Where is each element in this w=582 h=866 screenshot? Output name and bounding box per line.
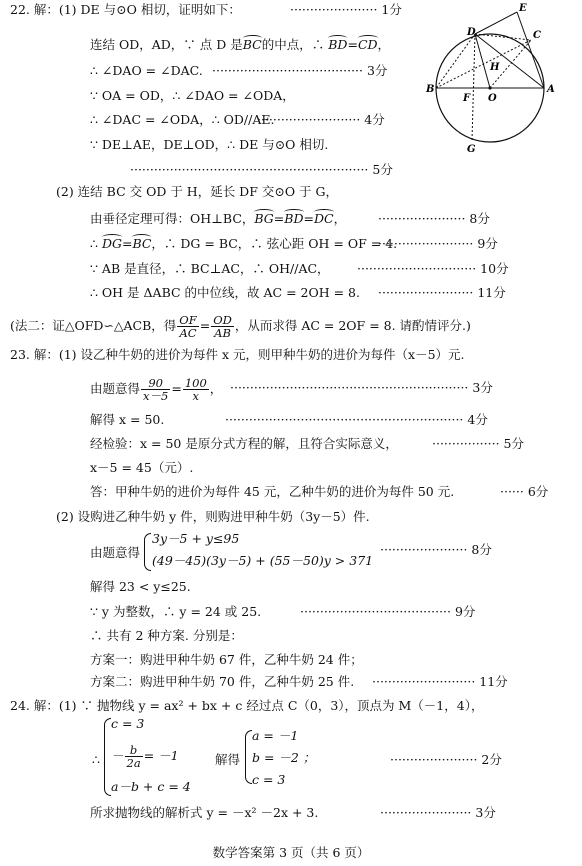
q23-line3: 解得 x = 50. — [90, 412, 165, 427]
q23-line7: (2) 设购进乙种牛奶 y 件，则购进甲种牛奶（3y－5）件. — [56, 509, 370, 524]
q22-line1: 22. 解：(1) DE 与⊙O 相切，证明如下： — [10, 2, 241, 17]
q23-score11: ·························· 11分 — [372, 674, 508, 689]
q22-line5: ∴ ∠DAC = ∠ODA，∴ OD//AE. — [90, 112, 275, 127]
q22-line3: ∴ ∠DAO = ∠DAC. — [90, 63, 203, 78]
q24-sys2: － $\frac{b}{2a}$ = －1 — [111, 743, 179, 770]
q24-sol3: c = 3 — [252, 772, 286, 787]
q24-therefore: ∴ — [92, 752, 100, 767]
q24-sys3: a－b + c = 4 — [111, 779, 191, 794]
q23-score3: ···························································· 3分 — [230, 380, 493, 395]
q23-line9: 解得 23 < y≤25. — [90, 579, 191, 594]
circle-geometry-figure — [425, 0, 582, 160]
q23-line11: ∴ 共有 2 种方案. 分别是： — [90, 628, 243, 643]
label-E: E — [519, 3, 527, 14]
label-B: B — [426, 84, 435, 95]
q23-line5: x－5 = 45（元）. — [90, 460, 194, 475]
q22-line12: ∴ OH 是 ΔABC 的中位线，故 AC = 2OH = 8. — [90, 285, 360, 300]
q22-score9: ······················ 8分 — [378, 211, 490, 226]
q23-line12: 方案一：购进甲种牛奶 67 件，乙种牛奶 24 件； — [90, 652, 363, 667]
q23-line4: 经检验：x = 50 是原分式方程的解，且符合实际意义， — [90, 436, 398, 451]
q23-score4: ···························································· 4分 — [225, 412, 488, 427]
q24-solve-label: 解得 — [215, 752, 241, 767]
q24-line5: 所求抛物线的解析式 y = －x² －2x + 3. — [90, 805, 319, 820]
q24-sys1: c = 3 — [111, 716, 145, 731]
q24-sol1: a = －1 — [252, 728, 299, 743]
q22-line9: 由垂径定理可得：OH⊥BC，BG=BD=DC， — [90, 211, 347, 226]
q23-line8-label: 由题意得 — [90, 545, 141, 560]
q23-ineq1: 3y－5 + y≤95 — [152, 531, 240, 546]
q23-line10: ∵ y 为整数，∴ y = 24 或 25. — [90, 604, 262, 619]
q22-line11: ∵ AB 是直径，∴ BC⊥AC，∴ OH//AC， — [90, 261, 330, 276]
q23-line1: 23. 解：(1) 设乙种牛奶的进价为每件 x 元，则甲种牛奶的进价为每件（x－5）元. — [10, 347, 465, 362]
solution-brace — [245, 730, 252, 784]
label-C: C — [533, 30, 541, 41]
q23-score6: ······ 6分 — [500, 484, 549, 499]
label-D: D — [467, 27, 476, 38]
q22-line8: (2) 连结 BC 交 OD 于 H，延长 DF 交⊙O 于 G， — [56, 184, 338, 199]
q22-score6: ···························································· 5分 — [130, 162, 393, 177]
q24-score2: ······················ 2分 — [390, 752, 502, 767]
q24-line1: 24. 解：(1) ∵ 抛物线 y = ax² + bx + c 经过点 C（0，3），顶点为 M（－1，4）， — [10, 698, 484, 713]
q22-line10: ∴ DG=BC，∴ DG = BC，∴ 弦心距 OH = OF = 4. — [90, 236, 398, 251]
q22-score11: ······························ 10分 — [357, 261, 509, 276]
label-O: O — [488, 93, 497, 104]
q23-line2: 由题意得 $\frac{90}{x-5}$ = $\frac{100}{x}$ ， — [90, 376, 223, 403]
q22-line6: ∵ DE⊥AE，DE⊥OD，∴ DE 与⊙O 相切. — [90, 137, 329, 152]
q23-score9: ······································ 9分 — [300, 604, 476, 619]
q22-score12: ························ 11分 — [378, 285, 506, 300]
q23-score8: ······················ 8分 — [380, 542, 492, 557]
q23-line13: 方案二：购进甲种牛奶 70 件，乙种牛奶 25 件. — [90, 674, 355, 689]
inequality-brace — [144, 533, 151, 571]
q22-method2: (法二：证△OFD∽△ACB，得 $\frac{OF}{AC}$ = $\frac{OD}{AB}$ ，从而求得 AC = 2OF = 8. 请酌情评分.) — [10, 313, 471, 340]
q22-score1: ······················ 1分 — [290, 2, 402, 17]
page-footer: 数学答案第 3 页（共 6 页） — [212, 845, 370, 860]
q23-ineq2: (49－45)(3y－5) + (55－50)y > 371 — [152, 553, 374, 568]
q22-line2: 连结 OD，AD，∵ 点 D 是BC的中点，∴ BD=CD， — [90, 37, 391, 52]
system-brace — [104, 718, 111, 796]
q22-line4: ∵ OA = OD，∴ ∠DAO = ∠ODA， — [90, 88, 295, 103]
q22-score5: ·························· 4分 — [257, 112, 385, 127]
label-G: G — [467, 144, 476, 155]
q23-line6: 答：甲种牛奶的进价为每件 45 元，乙种牛奶的进价为每件 50 元. — [90, 484, 455, 499]
q24-sol2: b = －2 ； — [252, 750, 316, 765]
q23-score5: ················· 5分 — [432, 436, 524, 451]
q22-score3: ······································ 3分 — [212, 63, 388, 78]
q22-score10: ························ 9分 — [378, 236, 498, 251]
q24-score3: ······················· 3分 — [380, 805, 496, 820]
label-H: H — [490, 62, 500, 73]
label-A: A — [547, 84, 555, 95]
label-F: F — [463, 93, 471, 104]
